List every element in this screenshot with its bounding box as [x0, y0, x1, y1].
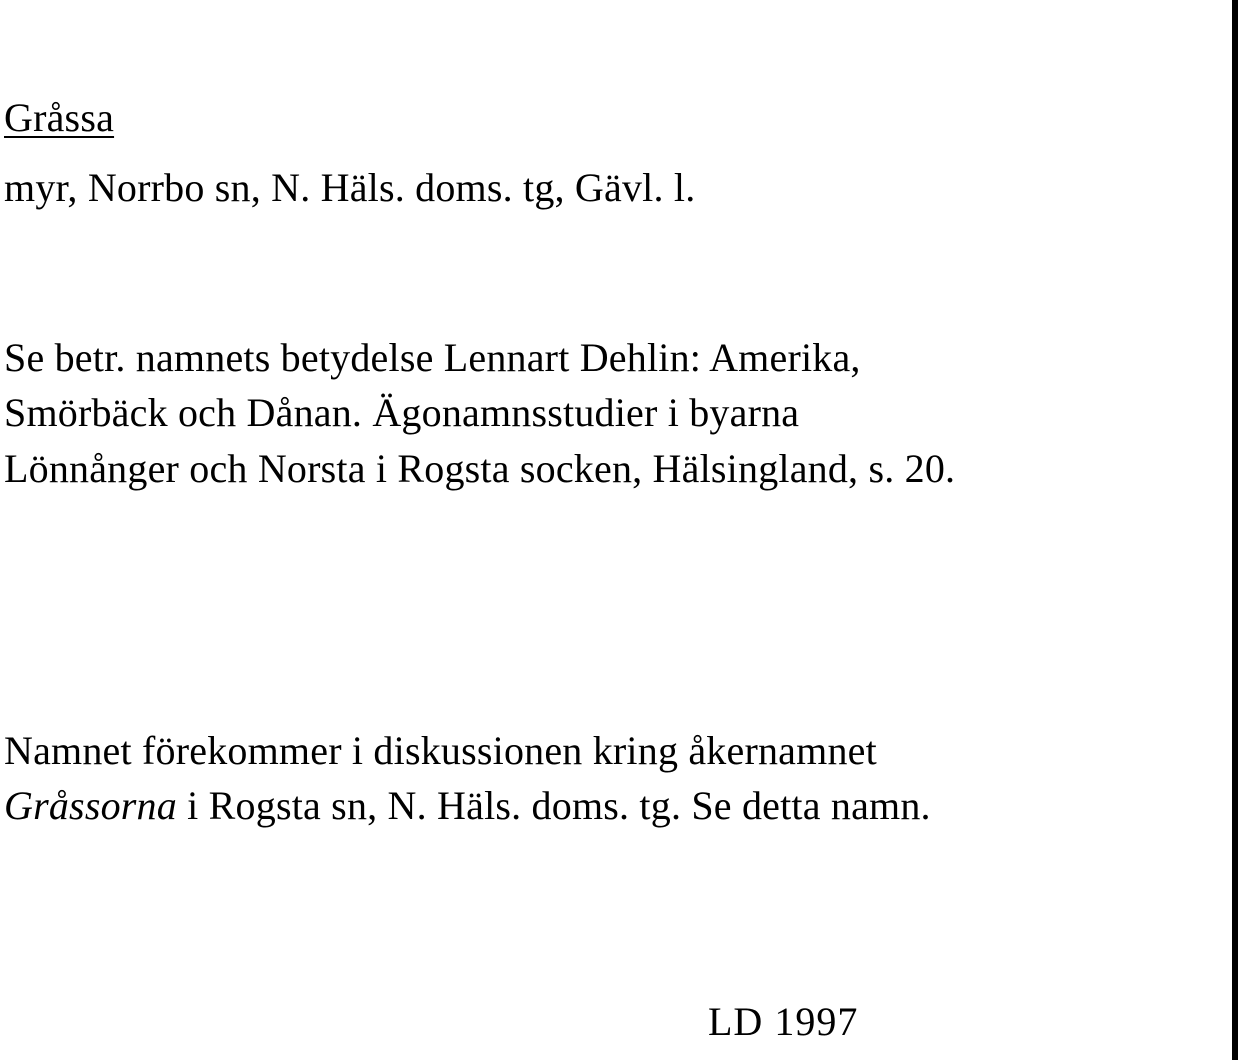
reference-line-3: Lönnånger och Norsta i Rogsta socken, Hälsingland, s. 20.: [4, 446, 956, 491]
reference-line-1: Se betr. namnets betydelse Lennart Dehlin: Amerika,: [4, 335, 861, 380]
cross-reference-name: Gråssorna: [4, 783, 177, 828]
headword: Gråssa: [4, 95, 115, 140]
note-line-2-rest: i Rogsta sn, N. Häls. doms. tg. Se detta namn.: [176, 783, 931, 828]
note-line-1: Namnet förekommer i diskussionen kring åkernamnet: [4, 728, 877, 773]
note-line-2: [4, 783, 931, 828]
signature: LD 1997: [708, 999, 859, 1044]
card-edge-border: [1232, 0, 1238, 1060]
reference-line-2: Smörbäck och Dånan. Ägonamnsstudier i byarna: [4, 390, 800, 435]
place-description: myr, Norrbo sn, N. Häls. doms. tg, Gävl. l.: [4, 165, 696, 210]
